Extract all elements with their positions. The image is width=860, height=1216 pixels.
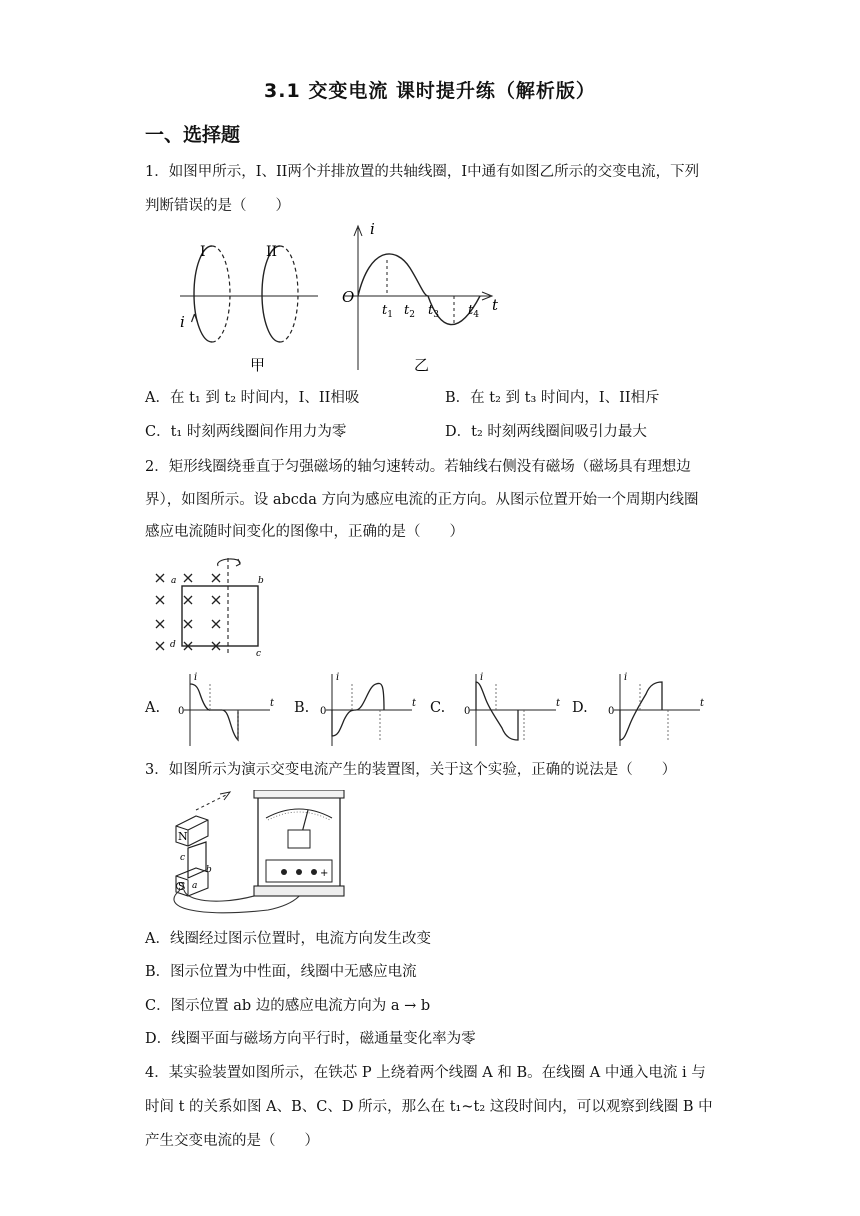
q3-pole-n: N [178, 830, 188, 843]
q1-axis-i-label: i [370, 220, 375, 238]
q2-corner-c: c [256, 649, 262, 657]
graph-t-label: t [700, 698, 705, 709]
question-3-line-1: 3．如图所示为演示交变电流产生的装置图，关于这个实验，正确的说法是（ ） [145, 762, 677, 778]
q2-option-d: D. [572, 700, 588, 716]
q2-graph-d [600, 668, 712, 748]
q3-option-d: D．线圈平面与磁场方向平行时，磁通量变化率为零 [145, 1031, 476, 1047]
q3-label-a: a [192, 881, 198, 891]
magnetic-field-cross [212, 596, 220, 604]
graph-t-label: t [412, 698, 417, 709]
section-heading: 一、选择题 [145, 124, 241, 146]
question-4-line-2: 时间 t 的关系如图 A、B、C、D 所示，那么在 t₁~t₂ 这段时间内，可以观察到线圈 B 中 [145, 1099, 713, 1115]
graph-i-label: i [480, 672, 484, 683]
q1-figure-yi-caption: 乙 [414, 356, 430, 374]
q2-corner-d: d [170, 640, 176, 650]
q1-coil-2-label: II [266, 244, 278, 260]
question-2-line-2: 界），如图所示。设 abcda 方向为感应电流的正方向。从图示位置开始一个周期内线圈 [145, 492, 699, 508]
q2-graph-c [456, 668, 568, 748]
magnetic-field-cross [184, 620, 192, 628]
q3-terminal-plus: + [320, 868, 329, 879]
graph-t-label: t [270, 698, 275, 709]
graph-i-label: i [624, 672, 628, 683]
graph-zero-label: 0 [464, 706, 471, 717]
q1-t3-label: $t_3$ [428, 303, 439, 320]
magnetic-field-cross [156, 574, 164, 582]
q3-option-c: C．图示位置 ab 边的感应电流方向为 a → b [145, 998, 431, 1014]
q1-axis-t-label: t [492, 296, 499, 314]
graph-t-label: t [556, 698, 561, 709]
graph-current-curve [620, 682, 662, 740]
graph-i-label: i [336, 672, 340, 683]
q1-current-label: i [180, 313, 185, 331]
magnetic-field-cross [184, 596, 192, 604]
question-2-line-3: 感应电流随时间变化的图像中，正确的是（ ） [145, 524, 464, 540]
graph-zero-label: 0 [320, 706, 327, 717]
graph-zero-label: 0 [608, 706, 615, 717]
q1-option-c: C．t₁ 时刻两线圈间作用力为零 [145, 424, 347, 440]
q1-figure-jia [170, 232, 330, 377]
question-1-line-2: 判断错误的是（ ） [145, 198, 290, 214]
question-1-line-1: 1．如图甲所示，I、II两个并排放置的共轴线圈，I中通有如图乙所示的交变电流，下列 [145, 164, 700, 180]
q2-option-b: B. [294, 700, 310, 716]
magnetic-field-cross [156, 620, 164, 628]
q3-pole-s: S [178, 880, 186, 893]
q2-corner-b: b [258, 576, 264, 586]
q2-graph-b [312, 668, 424, 748]
graph-zero-label: 0 [178, 706, 185, 717]
graph-i-label: i [194, 672, 198, 683]
q1-option-d: D．t₂ 时刻两线圈间吸引力最大 [445, 424, 647, 440]
q2-option-a: A. [145, 700, 161, 716]
q2-graph-a [170, 668, 282, 748]
q2-option-c: C. [430, 700, 446, 716]
magnetic-field-cross [212, 620, 220, 628]
question-4-line-1: 4．某实验装置如图所示，在铁芯 P 上绕着两个线圈 A 和 B。在线圈 A 中通入电流 i 与 [145, 1065, 706, 1081]
question-2-line-1: 2．矩形线圈绕垂直于匀强磁场的轴匀速转动。若轴线右侧没有磁场（磁场具有理想边 [145, 459, 691, 475]
q1-option-b: B．在 t₂ 到 t₃ 时间内，I、II相斥 [445, 390, 660, 406]
question-4-line-3: 产生交变电流的是（ ） [145, 1133, 319, 1149]
graph-current-curve [476, 682, 518, 740]
magnetic-field-cross [156, 596, 164, 604]
q3-option-a: A．线圈经过图示位置时，电流方向发生改变 [145, 931, 431, 947]
magnetic-field-cross [156, 642, 164, 650]
document-title: 3.1 交变电流 课时提升练（解析版） [264, 80, 596, 102]
magnetic-field-cross [212, 574, 220, 582]
q3-apparatus-figure [158, 790, 348, 918]
q1-option-a: A．在 t₁ 到 t₂ 时间内，I、II相吸 [145, 390, 360, 406]
q1-figure-jia-caption: 甲 [250, 356, 266, 374]
q1-t4-label: $t_4$ [468, 303, 479, 320]
q2-field-figure [148, 552, 268, 657]
q3-option-b: B．图示位置为中性面，线圈中无感应电流 [145, 964, 417, 980]
graph-current-curve [190, 684, 238, 740]
q1-t1-label: $t_1$ [382, 303, 393, 320]
q1-t2-label: $t_2$ [404, 303, 415, 320]
q3-label-b: b [206, 865, 212, 875]
q1-figure-yi [340, 220, 510, 375]
q3-label-c: c [180, 853, 186, 863]
magnetic-field-cross [184, 574, 192, 582]
q1-coil-1-label: I [200, 244, 206, 260]
q1-origin-label: O [342, 288, 355, 306]
q2-corner-a: a [171, 576, 177, 586]
